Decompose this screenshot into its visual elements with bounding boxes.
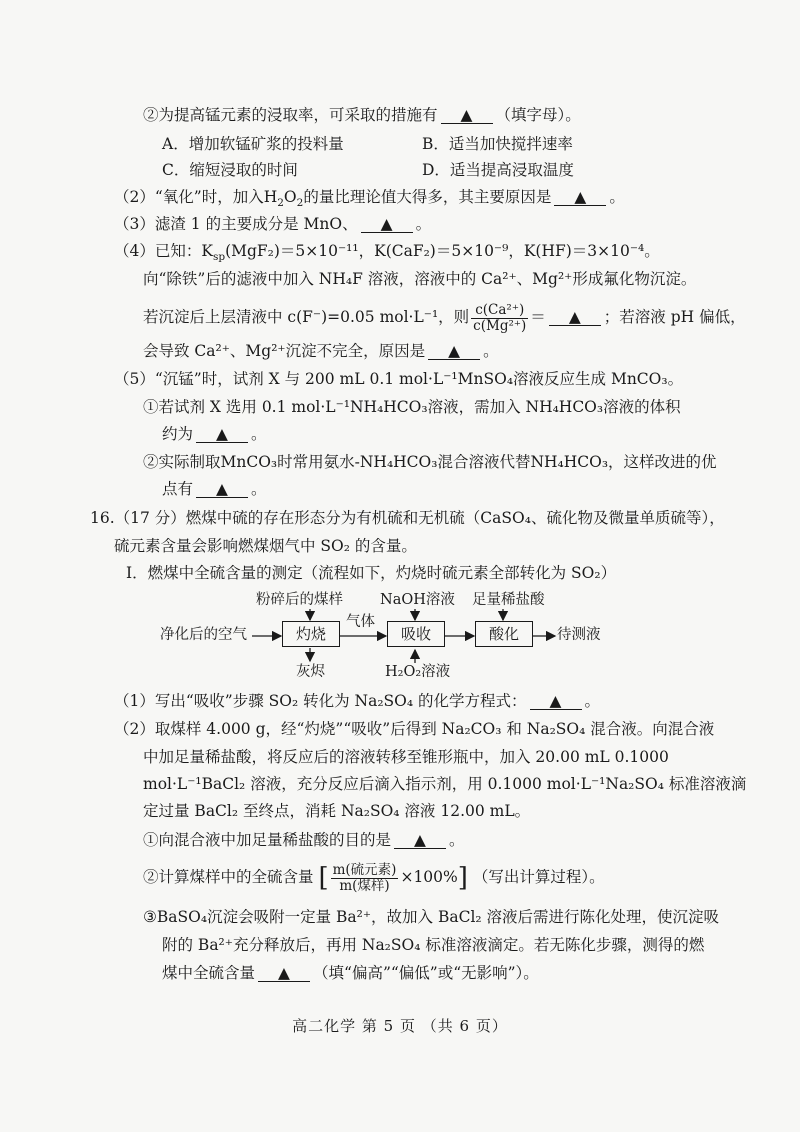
sulfur-content-fraction: $\frac{\text{m(硫元素)}}{\text{m(煤样)}}$ (332, 861, 397, 894)
answer-blank: ▲ (428, 343, 480, 360)
answer-blank: ▲ (554, 189, 606, 206)
flow-input-air: 净化后的空气 (160, 627, 247, 643)
q16-sub2-line1: （2）取煤样 4.000 g，经“灼烧”“吸收”后得到 Na₂CO₃ 和 Na₂SO₄ 混合液。向混合液 (114, 720, 715, 738)
q16-sub2-q2: ②计算煤样中的全硫含量 [ $\frac{\text{m(硫元素)}}{\text{m(煤样)}}$ ×100%] （写出计算过程）。 (143, 861, 605, 894)
flow-top-label-coal: 粉碎后的煤样 (256, 592, 343, 608)
concentration-ratio-fraction: $\frac{\text{c(Ca²⁺)}}{\text{c(Mg²⁺)}}$ (473, 301, 527, 334)
q16-sub2-q3-line3: 煤中全硫含量 ▲ （填“偏高”“偏低”或“无影响”）。 (162, 964, 539, 982)
q15-sub5-part2-cont: 点有 ▲ 。 (162, 480, 267, 498)
answer-blank: ▲ (258, 965, 310, 982)
option-b: B．适当加快搅拌速率 (422, 135, 573, 153)
q16-sub1: （1）写出“吸收”步骤 SO₂ 转化为 Na₂SO₄ 的化学方程式： ▲ 。 (114, 692, 601, 710)
q15-sub4-given: （4）已知：$K_{sp}(MgF_2)=5\times 10^{-11}$，K(CaF₂)＝5×10⁻⁹，K(HF)＝3×10⁻⁴。 (114, 242, 660, 264)
q15-sub4-line2: 向“除铁”后的滤液中加入 NH₄F 溶液，溶液中的 Ca²⁺、Mg²⁺形成氟化物沉淀。 (143, 270, 697, 288)
flow-box-absorb: 吸收 (387, 621, 445, 647)
q15-sub2: （2）“氧化”时，加入$H_2O_2$的量比理论值大得多，其主要原因是 ▲ 。 (114, 188, 625, 210)
page-footer: 高二化学 第 5 页 （共 6 页） (292, 1017, 508, 1035)
q16-heading-cont: 硫元素含量会影响燃煤烟气中 SO₂ 的含量。 (114, 537, 417, 555)
flow-bottom-label-ash: 灰烬 (296, 664, 325, 680)
q16-sub2-q3-line2: 附的 Ba²⁺充分释放后，再用 Na₂SO₄ 标准溶液滴定。若无陈化步骤，测得的燃 (162, 936, 705, 954)
q15-sub4-line4: 会导致 Ca²⁺、Mg²⁺沉淀不完全，原因是 ▲ 。 (143, 342, 499, 360)
q16-part1-title: I．燃煤中全硫含量的测定（流程如下，灼烧时硫元素全部转化为 SO₂） (126, 564, 617, 582)
flow-output: 待测液 (557, 627, 601, 643)
answer-blank: ▲ (530, 693, 582, 710)
flow-box-acidify: 酸化 (475, 621, 533, 647)
q15-sub3: （3）滤渣 1 的主要成分是 MnO、 ▲ 。 (114, 215, 432, 233)
q15-sub4-line3: 若沉淀后上层清液中 c(F⁻)=0.05 mol·L⁻¹，则 $\frac{\text{c(Ca²⁺)}}{\text{c(Mg²⁺)}}$ ＝ ▲ ；若溶液 pH 偏低， (143, 301, 746, 334)
answer-blank: ▲ (394, 832, 446, 849)
flow-gas-label: 气体 (346, 614, 375, 630)
q16-sub2-line2: 中加足量稀盐酸，将反应后的溶液转移至锥形瓶中，加入 20.00 mL 0.1000 (143, 748, 669, 766)
flow-top-label-hcl: 足量稀盐酸 (472, 592, 545, 608)
option-a: A．增加软锰矿浆的投料量 (162, 135, 344, 153)
answer-blank: ▲ (196, 426, 248, 443)
q15-sub5: （5）“沉锰”时，试剂 X 与 200 mL 0.1 mol·L⁻¹MnSO₄溶液反应生成 MnCO₃。 (114, 370, 684, 388)
q16-heading: 16.（17 分）燃煤中硫的存在形态分为有机硫和无机硫（CaSO₄、硫化物及微量单质硫等）， (90, 509, 725, 527)
flow-bottom-label-h2o2: H₂O₂溶液 (385, 664, 451, 680)
flow-top-label-naoh: NaOH溶液 (380, 592, 455, 608)
q15-sub5-part1: ①若试剂 X 选用 0.1 mol·L⁻¹NH₄HCO₃溶液，需加入 NH₄HCO₃溶液的体积 (143, 398, 681, 416)
answer-blank: ▲ (441, 107, 493, 124)
option-c: C．缩短浸取的时间 (162, 161, 298, 179)
q15-part2-line: ②为提高锰元素的浸取率，可采取的措施有 ▲ （填字母）。 (143, 106, 581, 124)
answer-blank: ▲ (196, 481, 248, 498)
q16-sub2-q1: ①向混合液中加足量稀盐酸的目的是 ▲ 。 (143, 831, 465, 849)
q16-sub2-line4: 定过量 BaCl₂ 至终点，消耗 Na₂SO₄ 溶液 12.00 mL。 (143, 802, 531, 820)
flow-box-burn: 灼烧 (282, 621, 340, 647)
q16-sub2-line3: mol·L⁻¹BaCl₂ 溶液，充分反应后滴入指示剂，用 0.1000 mol·L⁻¹Na₂SO₄ 标准溶液滴 (143, 775, 747, 793)
option-d: D．适当提高浸取温度 (422, 161, 574, 179)
q15-sub5-part1-cont: 约为 ▲ 。 (162, 425, 267, 443)
answer-blank: ▲ (549, 309, 601, 326)
q15-sub5-part2: ②实际制取MnCO₃时常用氨水-NH₄HCO₃混合溶液代替NH₄HCO₃，这样改进的优 (143, 453, 717, 471)
answer-blank: ▲ (361, 216, 413, 233)
q16-sub2-q3-line1: ③BaSO₄沉淀会吸附一定量 Ba²⁺，故加入 BaCl₂ 溶液后需进行陈化处理，使沉淀吸 (143, 908, 720, 926)
